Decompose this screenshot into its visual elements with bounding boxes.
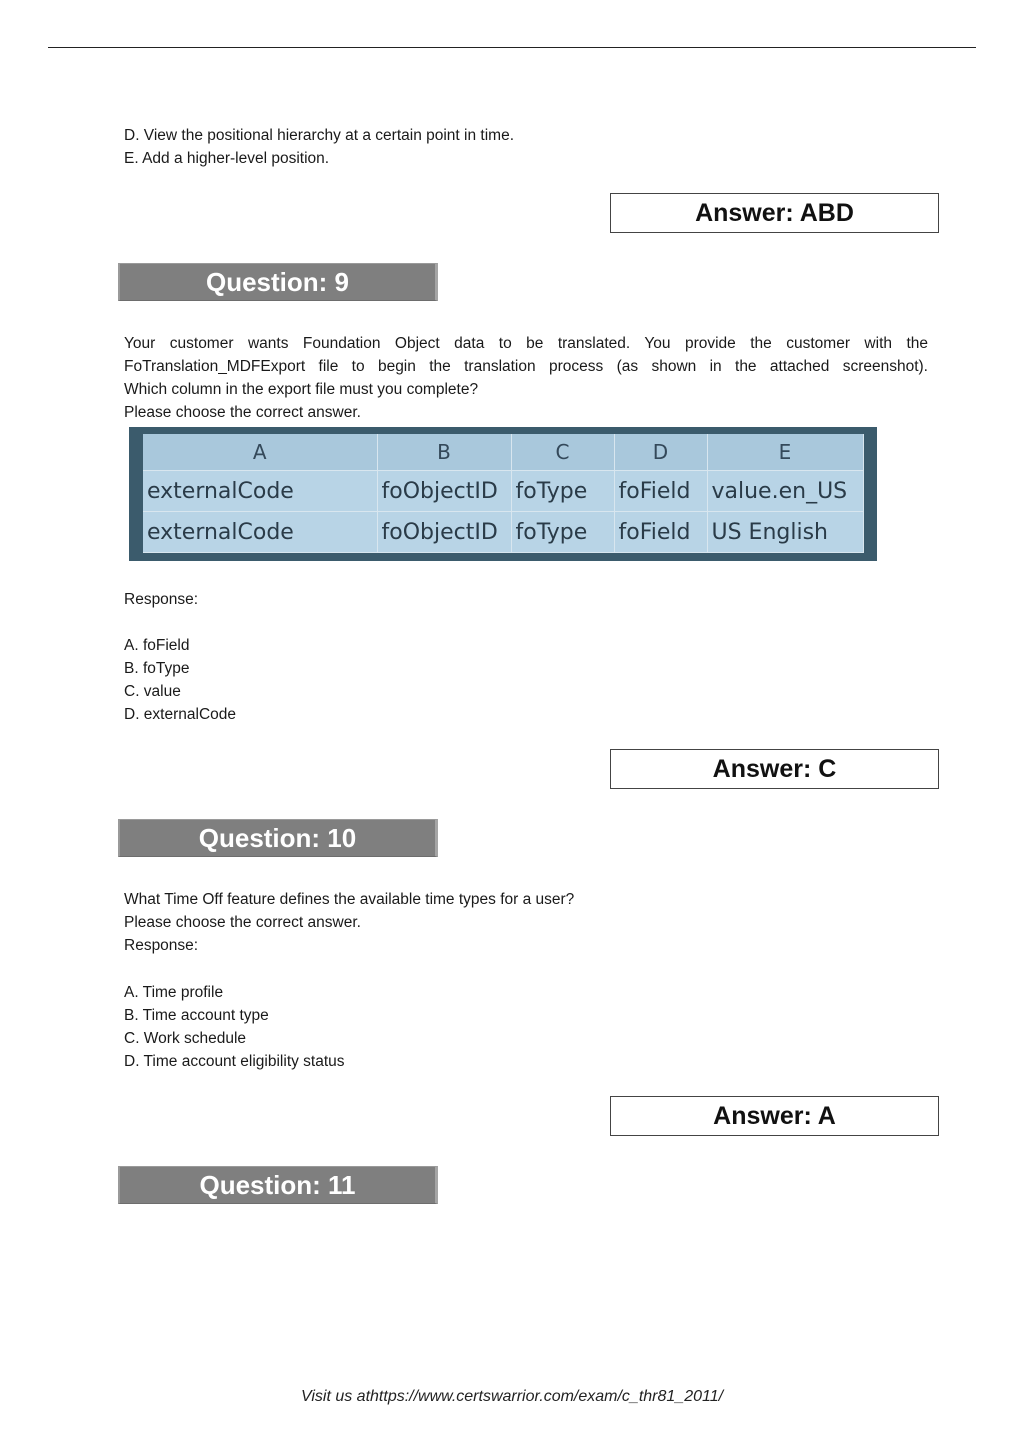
- question-10-option-c: C. Work schedule: [124, 1030, 247, 1047]
- question-9-stem: [124, 332, 928, 424]
- table-cell: foObjectID: [377, 512, 511, 553]
- table-cell: foObjectID: [377, 471, 511, 512]
- table-cell: US English: [707, 512, 863, 553]
- question-10-stem-line: What Time Off feature defines the available time types for a user?: [124, 891, 575, 908]
- column-header: B: [377, 434, 511, 471]
- table-cell: foField: [614, 512, 707, 553]
- table-cell: foType: [511, 512, 614, 553]
- question-10-response-label: Response:: [124, 937, 199, 954]
- table-cell: foField: [614, 471, 707, 512]
- table-cell: externalCode: [143, 471, 377, 512]
- question-10-option-b: B. Time account type: [124, 1007, 269, 1024]
- question-10-option-a: A. Time profile: [124, 984, 224, 1001]
- column-header: A: [143, 434, 377, 471]
- question-9-option-b: B. foType: [124, 660, 190, 677]
- prev-option-d: D. View the positional hierarchy at a certain point in time.: [124, 127, 514, 144]
- question-9-stem-line: FoTranslation_MDFExport file to begin the translation process (as shown in the attached screenshot).: [124, 358, 928, 375]
- footer-visit-link[interactable]: Visit us athttps://www.certswarrior.com/exam/c_thr81_2011/: [300, 1388, 724, 1405]
- question-9-response-label: Response:: [124, 591, 199, 608]
- answer-box-q10: Answer: A: [610, 1096, 939, 1136]
- table-row: [143, 512, 863, 553]
- table-cell: value.en_US: [707, 471, 863, 512]
- export-file-table: [143, 434, 864, 553]
- question-9-option-a: A. foField: [124, 637, 190, 654]
- prev-option-e: E. Add a higher-level position.: [124, 150, 330, 167]
- question-9-stem-line: Your customer wants Foundation Object data to be translated. You provide the customer with the: [124, 335, 928, 352]
- answer-box-q9: Answer: C: [610, 749, 939, 789]
- question-9-option-d: D. externalCode: [124, 706, 237, 723]
- export-file-screenshot: [129, 427, 877, 561]
- table-header-row: [143, 434, 863, 471]
- question-9-stem-line: Which column in the export file must you complete?: [124, 381, 479, 398]
- header-rule: [48, 47, 976, 48]
- question-9-banner: Question: 9: [118, 263, 438, 301]
- question-10-option-d: D. Time account eligibility status: [124, 1053, 345, 1070]
- answer-box-q8: Answer: ABD: [610, 193, 939, 233]
- question-9-option-c: C. value: [124, 683, 181, 700]
- table-cell: foType: [511, 471, 614, 512]
- column-header: E: [707, 434, 863, 471]
- question-9-stem-line: Please choose the correct answer.: [124, 404, 361, 421]
- question-10-stem-line: Please choose the correct answer.: [124, 914, 361, 931]
- table-row: [143, 471, 863, 512]
- question-11-banner: Question: 11: [118, 1166, 438, 1204]
- question-10-banner: Question: 10: [118, 819, 438, 857]
- column-header: D: [614, 434, 707, 471]
- column-header: C: [511, 434, 614, 471]
- table-cell: externalCode: [143, 512, 377, 553]
